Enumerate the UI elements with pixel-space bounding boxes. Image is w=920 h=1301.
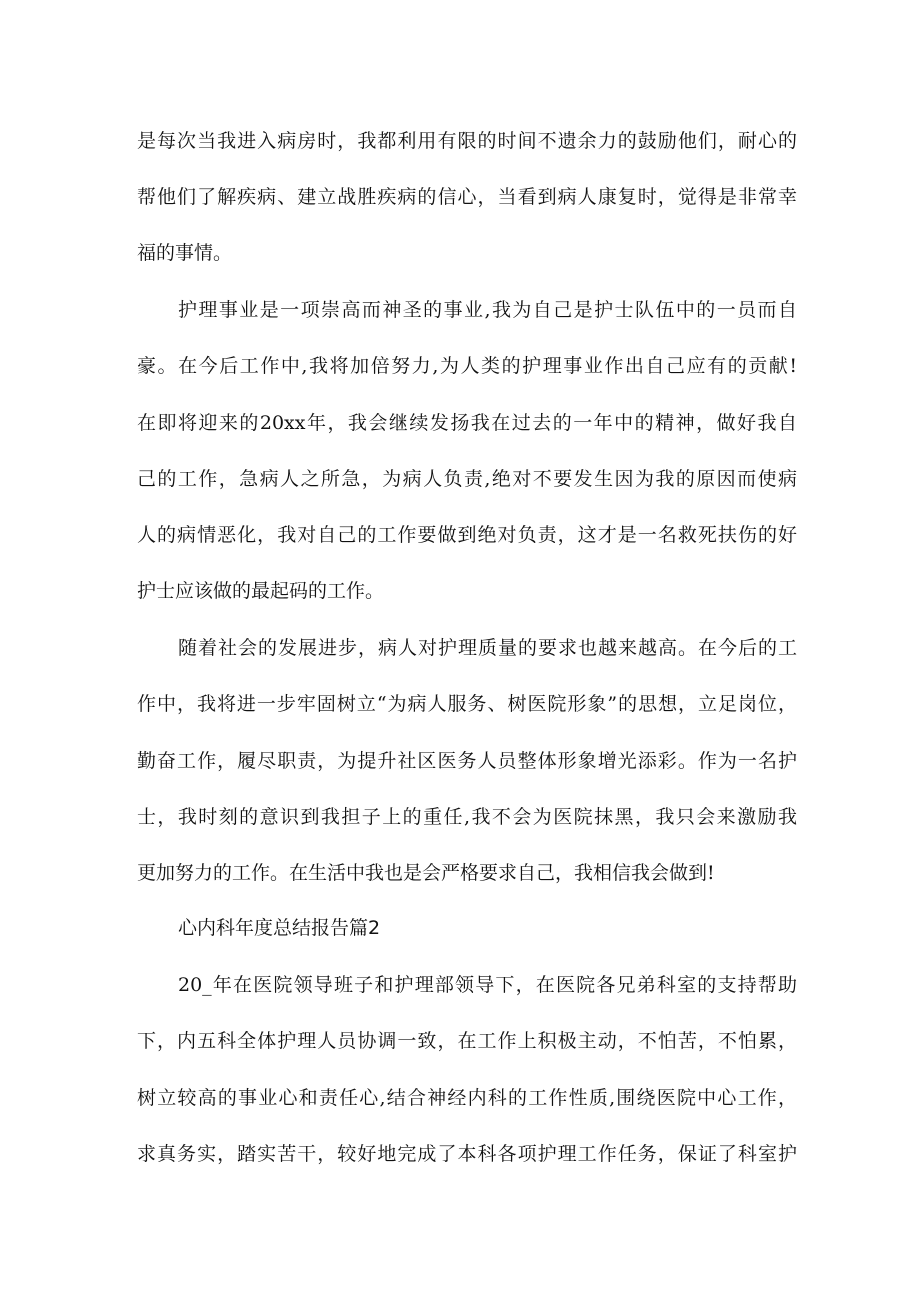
paragraph-line: 勤奋工作，履尽职责，为提升社区医务人员整体形象增光添彩。作为一名护 [137, 750, 797, 772]
paragraph-line: 在即将迎来的20xx年，我会继续发扬我在过去的一年中的精神，做好我自 [137, 412, 797, 434]
paragraph-line: 下，内五科全体护理人员协调一致，在工作上积极主动，不怕苦，不怕累， [137, 1030, 797, 1052]
paragraph-line: 树立较高的事业心和责任心,结合神经内科的工作性质,围绕医院中心工作， [137, 1087, 797, 1109]
paragraph-line: 豪。在今后工作中,我将加倍努力,为人类的护理事业作出自己应有的贡献! [137, 355, 797, 377]
paragraph-line: 人的病情恶化，我对自己的工作要做到绝对负责，这才是一名救死扶伤的好 [137, 524, 797, 546]
paragraph-line: 作中，我将进一步牢固树立“为病人服务、树医院形象”的思想，立足岗位， [137, 693, 797, 715]
paragraph-line: 帮他们了解疾病、建立战胜疾病的信心，当看到病人康复时，觉得是非常幸 [137, 186, 797, 208]
paragraph-line: 护士应该做的最起码的工作。 [137, 580, 385, 602]
paragraph-line: 更加努力的工作。在生活中我也是会严格要求自己，我相信我会做到! [137, 862, 715, 884]
paragraph-line: 士，我时刻的意识到我担子上的重任,我不会为医院抹黑，我只会来激励我 [137, 806, 797, 828]
paragraph-line: 是每次当我进入病房时，我都利用有限的时间不遗余力的鼓励他们，耐心的 [137, 130, 797, 152]
paragraph-line: 随着社会的发展进步，病人对护理质量的要求也越来越高。在今后的工 [178, 637, 797, 659]
paragraph-line: 护理事业是一项崇高而神圣的事业,我为自己是护士队伍中的一员而自 [178, 299, 797, 321]
section-heading: 心内科年度总结报告篇2 [178, 917, 381, 939]
paragraph-line: 20_年在医院领导班子和护理部领导下，在医院各兄弟科室的支持帮助 [178, 974, 797, 996]
paragraph-line: 求真务实，踏实苦干，较好地完成了本科各项护理工作任务，保证了科室护 [137, 1143, 797, 1165]
paragraph-line: 福的事情。 [137, 242, 233, 264]
paragraph-line: 己的工作，急病人之所急，为病人负责,绝对不要发生因为我的原因而使病 [137, 468, 797, 490]
